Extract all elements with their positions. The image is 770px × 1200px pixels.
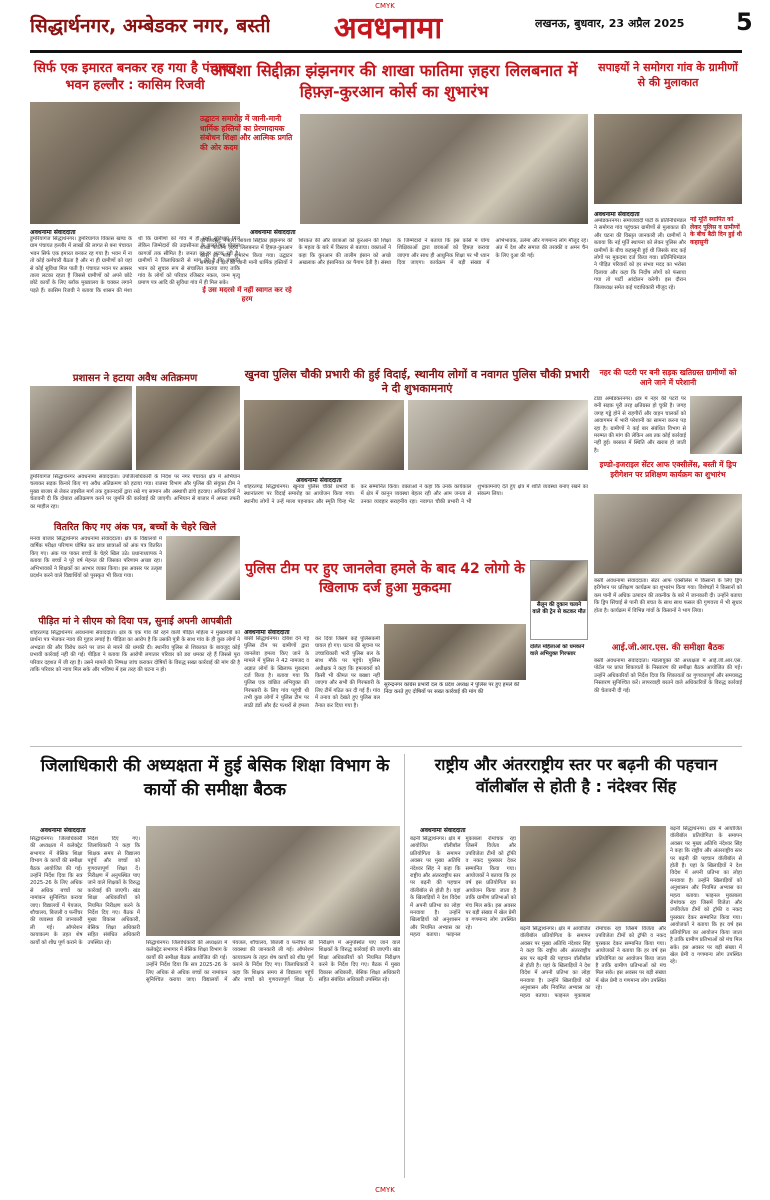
attack-body: बांसी सिद्धार्थनगर। दबिश देने गई पुलिस टीम पर ग्रामीणों द्वारा जानलेवा हमला किए जाने के मामले में पुलिस ने 42 नामजद व अज्ञात लोगों के खिलाफ मुकदमा दर्ज किया है। बताया गया कि पुलिस एक वांछित अभियुक्त की गिरफ्तारी के लिए गांव पहुंची थी तभी कुछ लोगों ने पुलिस टीम पर लाठी डंडों और ईंट पत्थरों से हमला कर दिया जिसमें कई पुलिसकर्मी घायल हो गए। घटना की सूचना पर उच्चाधिकारी भारी पुलिस बल के साथ मौके पर पहुंचे। पुलिस अधीक्षक ने कहा कि हमलावरों को किसी भी कीमत पर बख्शा नहीं जाएगा और सभी की गिरफ्तारी के लिए टीमें गठित कर दी गई हैं। गांव में तनाव को देखते हुए पुलिस बल तैनात कर दिया गया है।: [244, 636, 380, 709]
lower-section-rule: [30, 746, 742, 747]
training-headline: इण्डो-इजराइल सेंटर आफ एक्सीलेंस, बस्ती में ड्रिप इरीगेशन पर प्रशिक्षण कार्यक्रम का शुभारंभ: [599, 460, 737, 479]
lead-headline-box: [200, 60, 588, 108]
khunwa-headline: खुनवा पुलिस चौकी प्रभारी की हुई विदाई, स्थानीय लोगों व नवागत पुलिस चौकी प्रभारी ने दी शुभकामनाएं: [244, 368, 590, 395]
attack-photo-caption: सुरेन्द्रनगर कांग्रेस प्रभारी दल के प्रदेश अध्यक्ष ने पुलिस पर हुए हमले की निंदा करते हुए दोषियों पर सख्त कार्रवाई की मांग की: [384, 682, 520, 695]
lead-sidebar-head: उद्घाटन समारोह में जानी-मानी धार्मिक हस्तियों का प्रेरणादायक संबोधन शिक्षा और आत्मिक प्रगति की ओर कदम: [200, 114, 293, 152]
villages-photo: [594, 114, 742, 204]
khunwa-byline: अवधनामा संवाददाता: [296, 477, 342, 484]
lead-body: कपिलवस्तु, नेपाल। आयशा सिद्दीक़ा झंझनगर की शाखा फातिमा ज़हरा लिलबनात में हिफ़्ज़-कुरआन कोर्स का भव्य शुभारंभ किया गया। उद्घाटन समारोह में क्षेत्र की जानी मानी धार्मिक हस्तियों ने शिरकत की और छात्राओं को कुरआन की शिक्षा के महत्व के बारे में विस्तार से बताया। वक्ताओं ने कहा कि कुरआन की तालीम इंसान को अच्छे अखलाक और इंसानियत का पैगाम देती है। संस्था के जिम्मेदारों ने बताया कि इस कोर्स में योग्य शिक्षिकाओं द्वारा छात्राओं को हिफ़्ज़ कराया जाएगा और साथ ही आधुनिक शिक्षा पर भी ध्यान दिया जाएगा। कार्यक्रम में बड़ी संख्या में अभिभावक, उलेमा और गणमान्य लोग मौजूद रहे। अंत में देश और समाज की तरक्की व अमन चैन के लिए दुआ की गई।: [200, 238, 588, 267]
dm-body-right: सिद्धार्थनगर। जिलाधिकारी की अध्यक्षता में कलेक्ट्रेट सभागार में बेसिक शिक्षा विभाग के कार्यों की समीक्षा बैठक आयोजित की गई। उन्होंने निर्देश दिया कि सत्र 2025-26 के लिए अधिक से अधिक बच्चों का नामांकन सुनिश्चित कराया जाए। विद्यालयों में पेयजल, शौचालय, बिजली व फर्नीचर की व्यवस्था की जानकारी ली गई। ऑपरेशन कायाकल्प के तहत शेष कार्यों को शीघ्र पूर्ण कराने के निर्देश दिए गए। जिलाधिकारी ने कहा कि शिक्षक समय से विद्यालय पहुंचें और बच्चों को गुणवत्तापूर्ण शिक्षा दें। निरीक्षण में अनुपस्थित पाए जाने वाले शिक्षकों के विरुद्ध कार्रवाई की जाएगी। खंड शिक्षा अधिकारियों को नियमित निरीक्षण करने के निर्देश दिए गए। बैठक में मुख्य विकास अधिकारी, बेसिक शिक्षा अधिकारी सहित संबंधित अधिकारी उपस्थित रहे।: [146, 940, 400, 984]
story-mother-letter-body: शोहरतगढ़ सिद्धार्थनगर अवधनामा संवाददाता। क्षेत्र के एक गांव की रहने वाली पीड़ित महिला ने मुख्यमंत्री को प्रार्थना पत्र भेजकर न्याय की गुहार लगाई है। पीड़िता का आरोप है कि उसकी पुत्री के साथ गांव के ही कुछ लोगों ने अभद्रता की और विरोध करने पर जान से मारने की धमकी दी। स्थानीय पुलिस से शिकायत के बावजूद कोई प्रभावी कार्रवाई नहीं की गई। पीड़िता ने बताया कि आरोपी लगातार परिवार को डरा धमका रहे हैं जिससे पूरा परिवार दहशत में जी रहा है। उसने मामले की निष्पक्ष जांच कराकर दोषियों के विरुद्ध सख्त कार्रवाई की मांग की है ताकि परिवार को न्याय मिल सके और भविष्य में इस तरह की घटना न हो।: [30, 630, 240, 674]
lead-subhead: ई उस मदरसे में नहीं स्वागत कर रहे हरम: [200, 286, 294, 306]
igrs-headline: आई.जी.आर.एस. की समीक्षा बैठक: [611, 643, 725, 653]
khunwa-photo-1: [244, 400, 404, 470]
page-number: 5: [736, 8, 753, 36]
drain-body: टांडा अम्बेडकरनगर। क्षेत्र में नहर की पटरी पर बनी सड़क पूरी तरह क्षतिग्रस्त हो चुकी है। जगह जगह गड्ढे होने से राहगीरों और वाहन चालकों को आवागमन में भारी परेशानी का सामना करना पड़ रहा है। ग्रामीणों ने कई बार संबंधित विभाग से मरम्मत की मांग की लेकिन अब तक कोई कार्रवाई नहीं हुई। बरसात में स्थिति और खराब हो जाती है।: [594, 396, 686, 454]
marksheet-photo: [166, 536, 240, 600]
igrs-body: बस्ती अवधनामा संवाददाता। मंडलायुक्त की अध्यक्षता में आई.जी.आर.एस. पोर्टल पर प्राप्त शिकायतों के निस्तारण की समीक्षा बैठक आयोजित की गई। उन्होंने अधिकारियों को निर्देश दिया कि शिकायतों का गुणवत्तापूर्ण और समयबद्ध निस्तारण सुनिश्चित करें। लापरवाही बरतने वाले अधिकारियों के विरुद्ध कार्रवाई की चेतावनी दी गई।: [594, 658, 742, 694]
dm-headline: जिलाधिकारी की अध्यक्षता में हुई बेसिक शिक्षा विभाग के कार्यो की समीक्षा बैठक: [40, 756, 390, 800]
attack-photo: [384, 624, 526, 680]
story-encroachment-headline: प्रशासन ने हटाया अवैध अतिक्रमण: [72, 373, 198, 384]
column-divider: [404, 754, 405, 1178]
khunwa-body: शोहरतगढ़ सिद्धार्थनगर। खुनवा पुलिस चौकी प्रभारी के स्थानांतरण पर विदाई समारोह का आयोजन किया गया। स्थानीय लोगों ने उन्हें माला पहनाकर और स्मृति चिन्ह भेंट कर सम्मानित किया। वक्ताओं ने कहा कि उनके कार्यकाल में क्षेत्र में कानून व्यवस्था बेहतर रही और आम जनता से उनका व्यवहार सराहनीय रहा। नवागत चौकी प्रभारी ने भी शुभकामनाएं देते हुए क्षेत्र में शांति व्यवस्था बनाए रखने का संकल्प लिया।: [244, 484, 588, 505]
lead-byline: अवधनामा संवाददाता: [250, 229, 296, 236]
story-panchayat-byline: अवधनामा संवाददाता: [30, 229, 76, 236]
villages-body: अम्बेडकरनगर। समाजवादी पार्टी के प्रतिनिधिमंडल ने समोगरा गांव पहुंचकर ग्रामीणों से मुलाकात की और घटना की विस्तृत जानकारी ली। ग्रामीणों ने बताया कि नई मूर्ति स्थापना को लेकर पुलिस और ग्रामीणों के बीच कहासुनी हुई थी जिसके बाद कई लोगों पर मुकदमा दर्ज किया गया। प्रतिनिधिमंडल ने पीड़ित परिवारों को हर संभव मदद का भरोसा दिलाया और कहा कि निर्दोष लोगों को फंसाया गया तो पार्टी आंदोलन करेगी। इस दौरान जिलाध्यक्ष समेत कई पदाधिकारी मौजूद रहे।: [594, 218, 686, 291]
saloon-caption: सैलून की दुकान चलाने वाले की ट्रेन से कटकर मौत: [532, 602, 586, 615]
dalit-caption: दलित महिलाओं को धमकाने वाले अभियुक्त गिरफ्तार: [530, 644, 585, 657]
villages-byline: अवधनामा संवाददाता: [594, 211, 640, 218]
volley-body-mid: बढ़नी सिद्धार्थनगर। क्षेत्र में आयोजित वॉलीबॉल प्रतियोगिता के समापन अवसर पर मुख्य अतिथि नंदेश्वर सिंह ने कहा कि राष्ट्रीय और अंतरराष्ट्रीय स्तर पर बढ़नी की पहचान वॉलीबॉल से होती है। यहां के खिलाड़ियों ने देश विदेश में अपनी प्रतिभा का लोहा मनवाया है। उन्होंने खिलाड़ियों को अनुशासन और नियमित अभ्यास का महत्व बताया। फाइनल मुकाबला रोमांचक रहा जिसमें विजेता और उपविजेता टीमों को ट्रॉफी व नकद पुरस्कार देकर सम्मानित किया गया। आयोजकों ने बताया कि हर वर्ष इस प्रतियोगिता का आयोजन किया जाता है ताकि ग्रामीण प्रतिभाओं को मंच मिल सके। इस अवसर पर बड़ी संख्या में खेल प्रेमी व गणमान्य लोग उपस्थित रहे।: [520, 926, 666, 999]
volley-body-left: बढ़नी सिद्धार्थनगर। क्षेत्र में आयोजित वॉलीबॉल प्रतियोगिता के समापन अवसर पर मुख्य अतिथि नंदेश्वर सिंह ने कहा कि राष्ट्रीय और अंतरराष्ट्रीय स्तर पर बढ़नी की पहचान वॉलीबॉल से होती है। यहां के खिलाड़ियों ने देश विदेश में अपनी प्रतिभा का लोहा मनवाया है। उन्होंने खिलाड़ियों को अनुशासन और नियमित अभ्यास का महत्व बताया। फाइनल मुकाबला रोमांचक रहा जिसमें विजेता और उपविजेता टीमों को ट्रॉफी व नकद पुरस्कार देकर सम्मानित किया गया। आयोजकों ने बताया कि हर वर्ष इस प्रतियोगिता का आयोजन किया जाता है ताकि ग्रामीण प्रतिभाओं को मंच मिल सके। इस अवसर पर बड़ी संख्या में खेल प्रेमी व गणमान्य लोग उपस्थित रहे।: [410, 836, 516, 939]
villages-side-head: नई मूर्ति स्थापित को लेकर पुलिस व ग्रामीणों के बीच बैठी दिन हुई थी कहासुनी: [690, 216, 742, 246]
masthead-rule: [30, 50, 742, 53]
story-encroachment-body: डुमरियागंज सिद्धार्थनगर अवधनामा संवाददाता। उपजिलाधिकारी के निर्देश पर नगर पंचायत क्षेत्र में अभियान चलाकर सड़क किनारे किए गए अवैध अतिक्रमण को हटाया गया। राजस्व विभाग और पुलिस की संयुक्त टीम ने मुख्य बाजार से लेकर तहसील मार्ग तक दुकानदारों द्वारा रखे गए सामान और अस्थायी ढांचे हटवाए। अधिकारियों ने चेतावनी दी कि दोबारा अतिक्रमण करने पर जुर्माने की कार्रवाई की जाएगी। अभियान से बाजार में अफरा तफरी का माहौल रहा।: [30, 474, 240, 510]
edition-title: सिद्धार्थनगर, अम्बेडकर नगर, बस्ती: [30, 15, 271, 37]
story-marksheet-headline: वितरित किए गए अंक पत्र, बच्चों के चेहरे खिले: [53, 522, 217, 533]
encroachment-photo-2: [136, 386, 240, 470]
cmyk-mark: CMYK: [375, 2, 395, 10]
volley-photo: [520, 826, 666, 922]
khunwa-photo-2: [408, 400, 588, 470]
story-panchayat-headline: सिर्फ एक इमारत बनकर रह गया है पंचायत भवन हल्लौर : कासिम रिजवी: [33, 61, 237, 93]
saloon-photo: [531, 561, 587, 601]
dm-meeting-photo: [146, 826, 400, 936]
volley-headline: राष्ट्रीय और अंतरराष्ट्रीय स्तर पर बढ़नी की पहचान वॉलीबॉल से होती है : नंदेश्वर सिंह: [434, 755, 718, 796]
story-marksheet-body: मनवा बाजार सिद्धार्थनगर अवधनामा संवाददाता। क्षेत्र के विद्यालयों में वार्षिक परीक्षा परिणाम घोषित कर छात्र छात्राओं को अंक पत्र वितरित किए गए। अंक पत्र पाकर बच्चों के चेहरे खिल उठे। प्रधानाध्यापक ने बताया कि बच्चों ने पूरे वर्ष मेहनत की जिसका परिणाम अच्छा रहा। अभिभावकों ने शिक्षकों का आभार व्यक्त किया। इस अवसर पर उत्कृष्ट प्रदर्शन करने वाले विद्यार्थियों को पुरस्कृत भी किया गया।: [30, 536, 162, 580]
training-body: बस्ती अवधनामा संवाददाता। सेंटर आफ एक्सीलेंस में किसानों के लिए ड्रिप इरीगेशन पर प्रशिक्षण कार्यक्रम का शुभारंभ किया गया। विशेषज्ञों ने किसानों को कम पानी में अधिक उत्पादन की तकनीक के बारे में जानकारी दी। उन्होंने बताया कि ड्रिप सिंचाई से पानी की बचत के साथ साथ फसल की गुणवत्ता में भी सुधार होता है। कार्यक्रम में विभिन्न गांवों के किसानों ने भाग लिया।: [594, 578, 742, 614]
volley-byline: अवधनामा संवाददाता: [420, 827, 466, 834]
drain-photo: [690, 396, 742, 454]
encroachment-photo-1: [30, 386, 132, 470]
lead-headline: आयशा सिद्दीक़ा झंझनगर की शाखा फातिमा ज़हरा लिलबनात में हिफ़्ज़-कुरआन कोर्स का शुभारंभ: [210, 61, 578, 101]
attack-headline: पुलिस टीम पर हुए जानलेवा हमले के बाद 42 लोगो के खिलाफ दर्ज हुआ मुकदमा: [245, 561, 525, 596]
cmyk-mark-bottom: CMYK: [375, 1186, 395, 1194]
edition-date: लखनऊ, बुधवार, 23 अप्रैल 2025: [535, 17, 685, 30]
attack-byline: अवधनामा संवाददाता: [244, 629, 290, 636]
story-mother-letter-headline: पीड़ित मां ने सीएम को दिया पत्र, सुनाई अपनी आपबीती: [38, 616, 232, 627]
dm-byline: अवधनामा संवाददाता: [40, 827, 86, 834]
drain-headline: नहर की पटरी पर बनी सड़क खतिग्रस्त ग्रामीणों को आने जाने में परेशानी: [599, 368, 737, 387]
villages-headline: सपाइयों ने समोगरा गांव के ग्रामीणों से की मुलाकात: [598, 61, 738, 89]
training-photo: [594, 494, 742, 574]
newspaper-logo: अवधनामा: [333, 11, 443, 46]
lead-ceremony-photo: [300, 114, 588, 224]
dm-body-left: सिद्धार्थनगर। जिलाधिकारी की अध्यक्षता में कलेक्ट्रेट सभागार में बेसिक शिक्षा विभाग के कार्यों की समीक्षा बैठक आयोजित की गई। उन्होंने निर्देश दिया कि सत्र 2025-26 के लिए अधिक से अधिक बच्चों का नामांकन सुनिश्चित कराया जाए। विद्यालयों में पेयजल, शौचालय, बिजली व फर्नीचर की व्यवस्था की जानकारी ली गई। ऑपरेशन कायाकल्प के तहत शेष कार्यों को शीघ्र पूर्ण कराने के निर्देश दिए गए। जिलाधिकारी ने कहा कि शिक्षक समय से विद्यालय पहुंचें और बच्चों को गुणवत्तापूर्ण शिक्षा दें। निरीक्षण में अनुपस्थित पाए जाने वाले शिक्षकों के विरुद्ध कार्रवाई की जाएगी। खंड शिक्षा अधिकारियों को नियमित निरीक्षण करने के निर्देश दिए गए। बैठक में मुख्य विकास अधिकारी, बेसिक शिक्षा अधिकारी सहित संबंधित अधिकारी उपस्थित रहे।: [30, 836, 140, 946]
saloon-box: [530, 560, 588, 640]
story-panchayat-body: डुमरियागंज सिद्धार्थनगर। डुमरियागंज विकास खण्ड के ग्राम पंचायत हल्लौर में लाखों की लागत से बना पंचायत भवन सिर्फ एक इमारत बनकर रह गया है। भवन में ना तो कोई कर्मचारी बैठता है और ना ही ग्रामीणों को यहां से कोई सुविधा मिल पाती है। पंचायत भवन पर अक्सर ताला लटका रहता है जिससे ग्रामीणों को अपने छोटे छोटे कार्यों के लिए ब्लॉक मुख्यालय के चक्कर लगाने पड़ते हैं। कासिम रिजवी ने बताया कि शासन की मंशा थी कि ग्रामीणों को गांव में ही सभी सुविधाएं मिलें लेकिन जिम्मेदारों की उदासीनता के चलते यह योजना कागजों तक सीमित है। जनता दर-दर भटक रही है। ग्रामीणों ने जिलाधिकारी से मांग की है कि पंचायत भवन को सुचारु रूप से संचालित कराया जाए ताकि गांव के लोगों को परिवार रजिस्टर नकल, जन्म मृत्यु प्रमाण पत्र आदि की सुविधा गांव में ही मिल सके।: [30, 236, 240, 294]
volley-body-right: बढ़नी सिद्धार्थनगर। क्षेत्र में आयोजित वॉलीबॉल प्रतियोगिता के समापन अवसर पर मुख्य अतिथि नंदेश्वर सिंह ने कहा कि राष्ट्रीय और अंतरराष्ट्रीय स्तर पर बढ़नी की पहचान वॉलीबॉल से होती है। यहां के खिलाड़ियों ने देश विदेश में अपनी प्रतिभा का लोहा मनवाया है। उन्होंने खिलाड़ियों को अनुशासन और नियमित अभ्यास का महत्व बताया। फाइनल मुकाबला रोमांचक रहा जिसमें विजेता और उपविजेता टीमों को ट्रॉफी व नकद पुरस्कार देकर सम्मानित किया गया। आयोजकों ने बताया कि हर वर्ष इस प्रतियोगिता का आयोजन किया जाता है ताकि ग्रामीण प्रतिभाओं को मंच मिल सके। इस अवसर पर बड़ी संख्या में खेल प्रेमी व गणमान्य लोग उपस्थित रहे।: [670, 826, 742, 966]
